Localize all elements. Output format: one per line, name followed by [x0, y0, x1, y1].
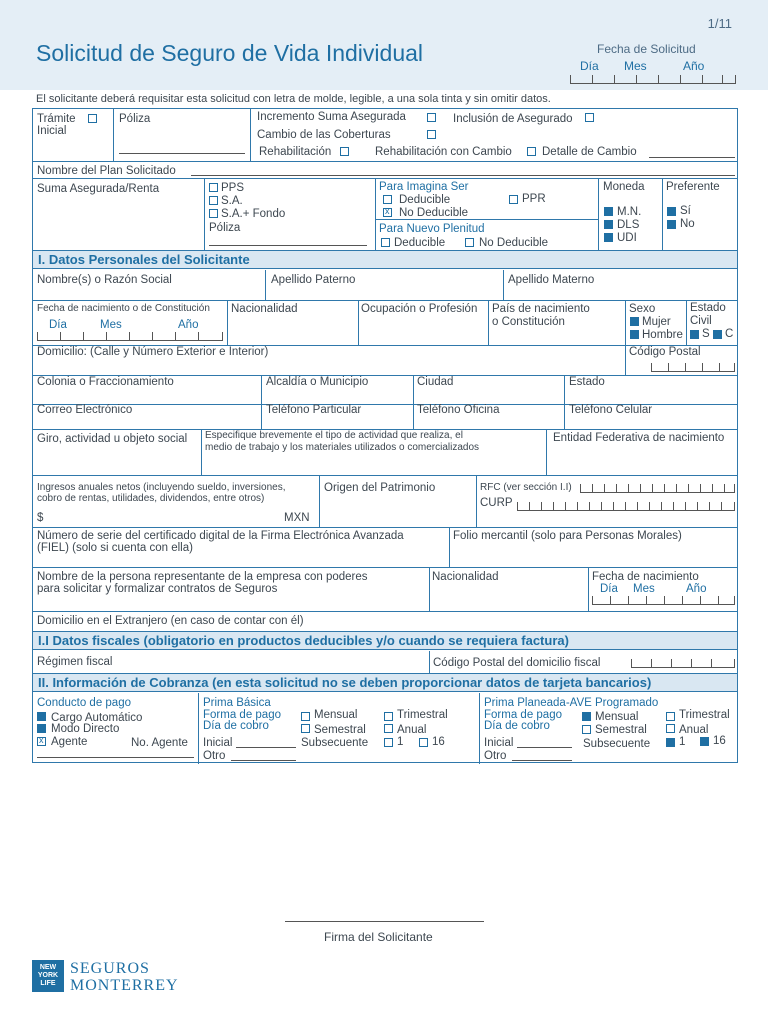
form-title: Solicitud de Seguro de Vida Individual [36, 40, 424, 66]
dia-label: Día [580, 59, 599, 73]
estado-civil-label: Estado [690, 302, 726, 314]
ingresos-label2: cobro de rentas, utilidades, dividendos, entre otros) [37, 493, 265, 504]
agente-label: Agente [51, 736, 88, 748]
fiel-label: Número de serie del certificado digital de la Firma Electrónica Avanzada [37, 530, 404, 542]
inclusion-label: Inclusión de Asegurado [453, 113, 573, 125]
firma-label: Firma del Solicitante [324, 930, 433, 944]
inicial2-label: Inicial [484, 737, 514, 749]
logo-line1: NEW [39, 964, 57, 971]
rehabilitacion-checkbox[interactable] [340, 147, 349, 156]
fecha-nac-anio: Año [178, 319, 199, 331]
detalle-cambio-field[interactable] [649, 157, 735, 158]
mujer-label: Mujer [642, 316, 671, 328]
firma-line[interactable] [285, 921, 484, 922]
anual2-checkbox[interactable] [666, 724, 675, 733]
new-york-life-logo [32, 960, 64, 992]
dia-16b-label: 16 [713, 735, 726, 747]
o-constitucion-label: o Constitución [492, 316, 565, 328]
tel-celular-label: Teléfono Celular [569, 404, 653, 416]
cargo-automatico-checkbox[interactable] [37, 712, 46, 721]
representante-label: Nombre de la persona representante de la empresa con poderes [37, 571, 368, 583]
imagina-ser-label: Para Imagina Ser [379, 181, 469, 193]
dia-16-checkbox[interactable] [419, 738, 428, 747]
fecha-nacimiento-label: Fecha de nacimiento o de Constitución [37, 303, 210, 314]
prima-planeada-label: Prima Planeada-AVE Programado [484, 697, 659, 709]
trimestral-label: Trimestral [397, 709, 448, 721]
deducible-label: Deducible [399, 194, 451, 206]
nacionalidad-label: Nacionalidad [231, 303, 298, 315]
sa-fondo-label: S.A.+ Fondo [221, 208, 286, 220]
ciudad-label: Ciudad [417, 376, 454, 388]
no-deducible-label: No Deducible [399, 207, 469, 219]
nuevo-plenitud-label: Para Nuevo Plenitud [379, 223, 485, 235]
poliza-suma-field[interactable] [209, 245, 367, 246]
dia-cobro2-label: Día de cobro [484, 720, 550, 732]
si-label: Sí [680, 205, 691, 217]
correo-label: Correo Electrónico [37, 404, 133, 416]
entidad-label: Entidad Federativa de nacimiento [553, 432, 725, 444]
nombre-plan-field[interactable] [191, 175, 735, 176]
semestral2-label: Semestral [595, 724, 647, 736]
giro-label: Giro, actividad u objeto social [37, 433, 188, 445]
soltero-label: S [702, 328, 710, 340]
udi-checkbox[interactable] [604, 233, 613, 242]
fecha-nac2-dia: Día [600, 583, 618, 595]
trimestral2-checkbox[interactable] [666, 712, 675, 721]
sexo-label: Sexo [629, 303, 656, 315]
modo-directo-checkbox[interactable] [37, 724, 46, 733]
deducible-checkbox[interactable] [383, 195, 392, 204]
tel-oficina-label: Teléfono Oficina [417, 404, 500, 416]
subsecuente-label: Subsecuente [301, 737, 369, 749]
no-deducible2-label: No Deducible [479, 237, 549, 249]
inicial2-field[interactable] [517, 747, 572, 748]
tramite-checkbox[interactable] [88, 114, 97, 123]
rehab-cambio-label: Rehabilitación con Cambio [375, 146, 512, 158]
cargo-automatico-label: Cargo Automático [51, 712, 143, 724]
deducible2-checkbox[interactable] [381, 238, 390, 247]
rehabilitacion-label: Rehabilitación [259, 146, 332, 158]
forma-pago-label: Forma de pago [203, 709, 281, 721]
casado-checkbox[interactable] [713, 330, 722, 339]
cambio-coberturas-label: Cambio de las Coberturas [257, 129, 391, 141]
fecha-nac-mes: Mes [100, 319, 122, 331]
semestral-label: Semestral [314, 724, 366, 736]
sa-label: S.A. [221, 195, 243, 207]
no-deducible-checkbox[interactable] [383, 208, 392, 217]
ocupacion-label: Ocupación o Profesión [361, 303, 478, 315]
trimestral2-label: Trimestral [679, 709, 730, 721]
dls-label: DLS [617, 219, 640, 231]
domicilio-label: Domicilio: (Calle y Número Exterior e Interior) [37, 346, 269, 358]
sa-fondo-checkbox[interactable] [209, 209, 218, 218]
otro2-field[interactable] [512, 760, 572, 761]
curp-label: CURP [480, 497, 513, 509]
ppr-label: PPR [522, 193, 546, 205]
brand-line1: SEGUROS [70, 960, 150, 977]
dia-1-checkbox[interactable] [384, 738, 393, 747]
otro-field[interactable] [231, 760, 296, 761]
mujer-checkbox[interactable] [630, 317, 639, 326]
fecha-nac-dia: Día [49, 319, 67, 331]
regimen-fiscal-label: Régimen fiscal [37, 656, 113, 668]
poliza-field[interactable] [119, 153, 245, 154]
cp-fiscal-label: Código Postal del domicilio fiscal [433, 657, 601, 669]
fecha-nac2-label: Fecha de nacimiento [592, 571, 699, 583]
application-form [32, 108, 738, 763]
mn-label: M.N. [617, 206, 642, 218]
trimestral-checkbox[interactable] [384, 712, 393, 721]
pps-checkbox[interactable] [209, 183, 218, 192]
detalle-cambio-label: Detalle de Cambio [542, 146, 637, 158]
dls-checkbox[interactable] [604, 220, 613, 229]
seguros-monterrey-brand [70, 960, 179, 994]
representante-label2: para solicitar y formalizar contratos de Seguros [37, 583, 278, 595]
mensual2-checkbox[interactable] [582, 712, 591, 721]
soltero-checkbox[interactable] [690, 330, 699, 339]
inicial-field[interactable] [236, 747, 296, 748]
nacionalidad2-label: Nacionalidad [432, 571, 499, 583]
mn-checkbox[interactable] [604, 207, 613, 216]
no-deducible2-checkbox[interactable] [465, 238, 474, 247]
agente-checkbox[interactable] [37, 737, 46, 746]
no-label: No [680, 218, 695, 230]
mensual2-label: Mensual [595, 711, 639, 723]
modo-directo-label: Modo Directo [51, 723, 120, 735]
poliza-label: Póliza [119, 113, 151, 125]
mensual-label: Mensual [314, 709, 358, 721]
otro2-label: Otro [484, 750, 507, 762]
dia-cobro-label: Día de cobro [203, 720, 269, 732]
colonia-label: Colonia o Fraccionamiento [37, 376, 174, 388]
fecha-solicitud-label: Fecha de Solicitud [597, 42, 696, 56]
section-datos-personales: I. Datos Personales del Solicitante [33, 250, 737, 269]
section-datos-fiscales: I.I Datos fiscales (obligatorio en productos deducibles y/o cuando se requiera factura) [33, 631, 737, 650]
ppr-checkbox[interactable] [509, 195, 518, 204]
hombre-label: Hombre [642, 329, 683, 341]
dia-16b-checkbox[interactable] [700, 737, 709, 746]
poliza-suma-label: Póliza [209, 222, 241, 234]
curp-field[interactable] [517, 501, 735, 511]
anual-label: Anual [397, 724, 427, 736]
hombre-checkbox[interactable] [630, 330, 639, 339]
fecha-nac2-mes: Mes [633, 583, 655, 595]
subsecuente2-label: Subsecuente [583, 738, 651, 750]
no-checkbox[interactable] [667, 220, 676, 229]
inclusion-checkbox[interactable] [585, 113, 594, 122]
apellido-paterno-label: Apellido Paterno [271, 274, 356, 286]
fecha-nac-field[interactable] [37, 331, 223, 341]
suma-asegurada-label: Suma Asegurada/Renta [37, 183, 160, 195]
deducible2-label: Deducible [394, 237, 446, 249]
codigo-postal-field[interactable] [651, 362, 735, 372]
prima-basica-label: Prima Básica [203, 697, 271, 709]
logo-line2: YORK [37, 972, 59, 979]
semestral-checkbox[interactable] [301, 724, 310, 733]
incremento-checkbox[interactable] [427, 113, 436, 122]
mxn-label: MXN [284, 512, 310, 524]
inicial-label: Inicial [203, 737, 233, 749]
mensual-checkbox[interactable] [301, 712, 310, 721]
estado-label: Estado [569, 376, 605, 388]
pais-nac-label: País de nacimiento [492, 303, 590, 315]
cambio-coberturas-checkbox[interactable] [427, 130, 436, 139]
inicial-label: Inicial [37, 125, 67, 137]
tramite-label: Trámite [37, 113, 76, 125]
fiel-label2: (FIEL) (solo si cuenta con ella) [37, 542, 193, 554]
especifique-label2: medio de trabajo y los materiales utilizados o comercializados [205, 442, 480, 453]
anio-label: Año [683, 59, 705, 73]
folio-label: Folio mercantil (solo para Personas Morales) [453, 530, 682, 542]
section-cobranza: II. Información de Cobranza (en esta solicitud no se deben proporcionar datos de tarjeta bancarios) [33, 673, 737, 692]
tel-particular-label: Teléfono Particular [266, 404, 362, 416]
nombre-plan-label: Nombre del Plan Solicitado [37, 165, 176, 177]
page-number: 1/11 [707, 16, 732, 31]
sa-checkbox[interactable] [209, 196, 218, 205]
especifique-label: Especifique brevemente el tipo de actividad que realiza, el [205, 430, 463, 441]
si-checkbox[interactable] [667, 207, 676, 216]
pps-label: PPS [221, 182, 245, 194]
estado-civil-label2: Civil [690, 315, 712, 327]
nombre-label: Nombre(s) o Razón Social [37, 274, 172, 286]
mes-label: Mes [624, 59, 647, 73]
dollar-sign: $ [37, 512, 44, 524]
incremento-label: Incremento Suma Asegurada [257, 111, 406, 123]
anual-checkbox[interactable] [384, 724, 393, 733]
origen-label: Origen del Patrimonio [324, 482, 436, 494]
dia-1b-label: 1 [679, 736, 686, 748]
forma-pago2-label: Forma de pago [484, 709, 562, 721]
casado-label: C [725, 328, 734, 340]
semestral2-checkbox[interactable] [582, 725, 591, 734]
conducto-pago-label: Conducto de pago [37, 697, 131, 709]
rfc-field[interactable] [580, 483, 735, 493]
dia-16-label: 16 [432, 736, 445, 748]
udi-label: UDI [617, 232, 637, 244]
anual2-label: Anual [679, 724, 709, 736]
cp-fiscal-field[interactable] [631, 658, 735, 668]
rehab-cambio-checkbox[interactable] [527, 147, 536, 156]
dia-1-label: 1 [397, 736, 404, 748]
fecha-nac2-anio: Año [686, 583, 707, 595]
fecha-nac2-field[interactable] [592, 595, 735, 605]
no-agente-field[interactable] [37, 757, 194, 758]
no-agente-label: No. Agente [131, 737, 188, 749]
logo-line3: LIFE [40, 980, 56, 987]
domicilio-extranjero-label: Domicilio en el Extranjero (en caso de contar con él) [37, 615, 304, 627]
rfc-label: RFC (ver sección I.I) [480, 482, 572, 493]
moneda-label: Moneda [603, 181, 645, 193]
dia-1b-checkbox[interactable] [666, 738, 675, 747]
apellido-materno-label: Apellido Materno [508, 274, 595, 286]
instruction-text: El solicitante deberá requisitar esta solicitud con letra de molde, legible, a una sola tinta y sin omitir datos. [36, 93, 551, 105]
otro-label: Otro [203, 750, 226, 762]
codigo-postal-label: Código Postal [629, 346, 701, 358]
fecha-solicitud-field[interactable] [570, 74, 736, 84]
ingresos-label: Ingresos anuales netos (incluyendo sueldo, inversiones, [37, 482, 286, 493]
alcaldia-label: Alcaldía o Municipio [266, 376, 369, 388]
brand-line2: MONTERREY [70, 977, 179, 994]
preferente-label: Preferente [666, 181, 720, 193]
